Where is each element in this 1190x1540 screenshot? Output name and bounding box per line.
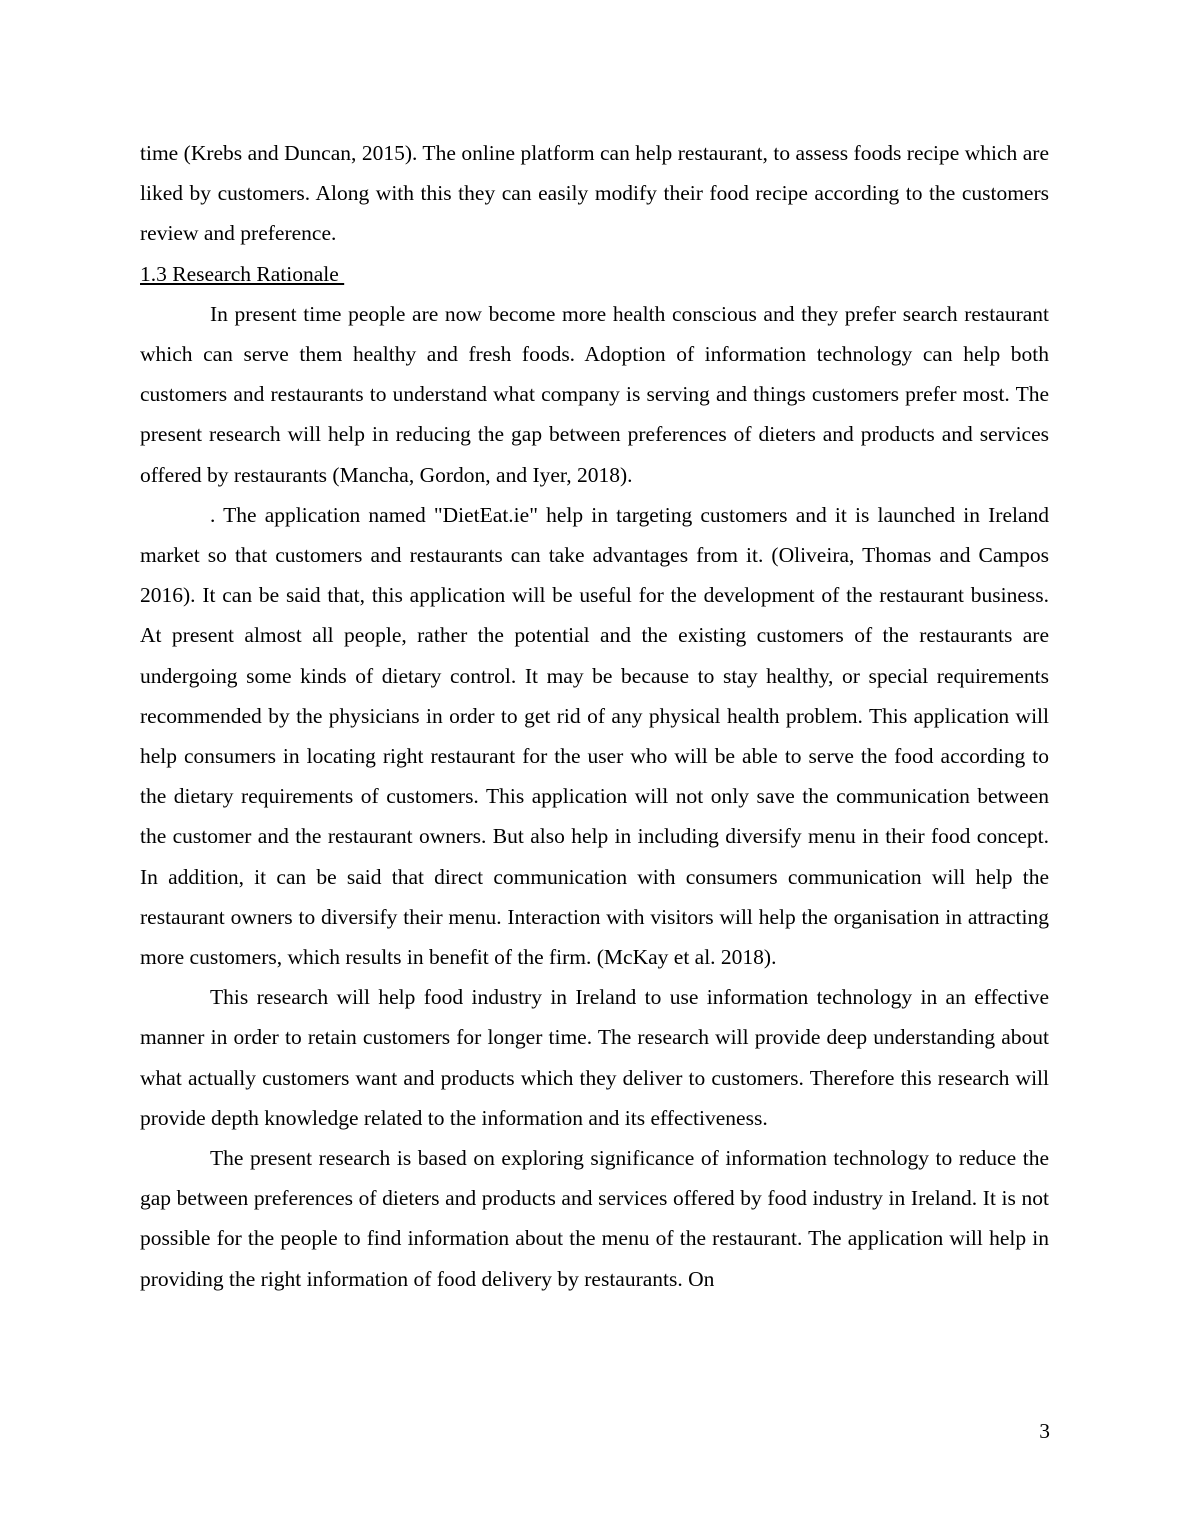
- page-number: 3: [1039, 1419, 1050, 1443]
- intro-paragraph: time (Krebs and Duncan, 2015). The online platform can help restaurant, to assess foods recipe which are liked by customers. Along with this they can easily modify their food recipe according to the customers review and preference.: [140, 141, 1049, 246]
- paragraph-1: In present time people are now become more health conscious and they prefer search restaurant which can serve them healthy and fresh foods. Adoption of information technology can help both customers and restaurants to understand what company is serving and things customers prefer most. The present research will help in reducing the gap between preferences of dieters and products and services offered by restaurants (Mancha, Gordon, and Iyer, 2018).: [140, 301, 1049, 487]
- paragraph-3: This research will help food industry in Ireland to use information technology in an effective manner in order to retain customers for longer time. The research will provide deep understanding about what actually customers want and products which they deliver to customers. Therefore this research will provide depth knowledge related to the information and its effectiveness.: [140, 985, 1049, 1130]
- document-page: [140, 133, 1049, 1299]
- paragraph-4: The present research is based on exploring significance of information technology to reduce the gap between preferences of dieters and products and services offered by food industry in Ireland. It is not possible for the people to find information about the menu of the restaurant. The application will help in providing the right information of food delivery by restaurants. On: [140, 1146, 1049, 1291]
- paragraph-2: . The application named "DietEat.ie" help in targeting customers and it is launched in Ireland market so that customers and restaurants can take advantages from it. (Oliveira, Thomas and Campos 2016). It can be said that, this application will be useful for the development of the restaurant business. At present almost all people, rather the potential and the existing customers of the restaurants are undergoing some kinds of dietary control. It may be because to stay healthy, or special requirements recommended by the physicians in order to get rid of any physical health problem. This application will help consumers in locating right restaurant for the user who will be able to serve the food according to the dietary requirements of customers. This application will not only save the communication between the customer and the restaurant owners. But also help in including diversify menu in their food concept. In addition, it can be said that direct communication with consumers communication will help the restaurant owners to diversify their menu. Interaction with visitors will help the organisation in attracting more customers, which results in benefit of the firm. (McKay et al. 2018).: [140, 502, 1049, 970]
- section-heading: 1.3 Research Rationale: [140, 261, 345, 286]
